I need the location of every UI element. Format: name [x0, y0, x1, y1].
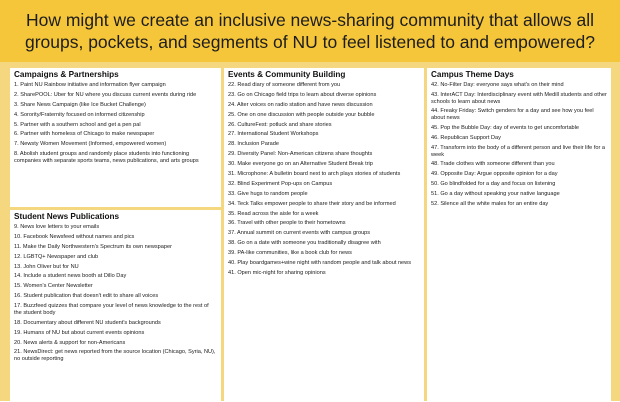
- section-title: Student News Publications: [14, 212, 120, 221]
- theme-days-section: [427, 68, 611, 402]
- list-item: 47. Transform into the body of a different person and live their life for a week: [431, 144, 606, 158]
- list-item: 18. Documentary about different NU student's backgrounds: [14, 319, 161, 326]
- list-item: 52. Silence all the white males for an entire day: [431, 201, 549, 208]
- list-item: 51. Go a day without speaking your native language: [431, 191, 560, 198]
- list-item: 23. Go on Chicago field trips to learn about diverse opinions: [228, 91, 377, 98]
- section-title: Campus Theme Days: [431, 70, 514, 79]
- list-item: 7. Newsty Women Movement (Informed, empowered women): [14, 141, 167, 148]
- list-item: 42. No-Filter Day: everyone says what's on their mind: [431, 82, 564, 88]
- list-item: 5. Partner with a southern school and get a pen pal: [14, 121, 141, 128]
- list-item: 13. John Oliver but for NU: [14, 263, 79, 270]
- list-item: 12. LGBTQ+ Newspaper and club: [14, 253, 99, 260]
- student-publications-section: [10, 210, 221, 402]
- section-title: Events & Community Building: [228, 70, 346, 79]
- list-item: 44. Freaky Friday: Switch genders for a day and see how you feel about news: [431, 108, 594, 122]
- list-item: 20. News alerts & support for non-Americans: [14, 339, 126, 346]
- list-item: 27. International Student Workshops: [228, 131, 319, 138]
- list-item: 1. Paint NU Rainbow initiative and information flyer campaign: [14, 82, 166, 88]
- list-item: 17. Buzzfeed quizzes that compare your level of news knowledge to the rest of the student body: [14, 303, 209, 316]
- list-item: 40. Play boardgames+wine night with random people and talk about news: [228, 260, 412, 267]
- list-item: 21. NewsDirect: get news reported from the source location (Chicago, Syria, NU), no outside reporting: [14, 349, 216, 363]
- list-item: 50. Go blindfolded for a day and focus on listening: [431, 181, 556, 188]
- page-title: How might we create an inclusive news-sharing community that allows all groups, pockets, and segments of NU to feel listened to and empowered?: [24, 10, 596, 52]
- list-item: 39. PA-like communities, like a book club for news: [228, 250, 352, 257]
- list-item: 2. SharePOOL: Uber for NU where you discuss current events during ride: [14, 91, 197, 98]
- list-item: 45. Pop the Bubble Day: day of events to get uncomfortable: [431, 125, 580, 132]
- list-item: 33. Give hugs to random people: [228, 190, 308, 197]
- section-title: Campaigns & Partnerships: [14, 70, 119, 79]
- list-item: 22. Read diary of someone different from you: [228, 82, 341, 88]
- campaigns-section: [10, 68, 221, 207]
- list-item: 14. Include a student news booth at Dillo Day: [14, 273, 127, 280]
- list-item: 49. Opposite Day: Argue opposite opinion for a day: [431, 171, 558, 178]
- list-item: 26. CultureFest: potluck and share stories: [228, 121, 332, 128]
- list-item: 3. Share News Campaign (like Ice Bucket Challenge): [14, 101, 146, 108]
- list-item: 9. News love letters to your emails: [14, 224, 100, 230]
- content-area: [0, 62, 620, 401]
- list-item: 24. Alter voices on radio station and have news discussion: [228, 101, 373, 108]
- list-item: 48. Trade clothes with someone different than you: [431, 161, 555, 168]
- list-item: 10. Facebook Newsfeed without names and pics: [14, 233, 135, 240]
- header-banner: [0, 0, 620, 62]
- list-item: 4. Sorority/Fraternity focused on informed citizenship: [14, 111, 145, 118]
- list-item: 6. Partner with homeless of Chicago to make newspaper: [14, 131, 155, 138]
- list-item: 35. Read across the aisle for a week: [228, 210, 319, 217]
- list-item: 46. Republican Support Day: [431, 134, 501, 141]
- events-list: [228, 82, 420, 277]
- list-item: 32. Blind Experiment Pop-ups on Campus: [228, 180, 333, 187]
- list-item: 36. Travel with other people to their hometowns: [228, 220, 346, 227]
- list-item: 25. One on one discussion with people outside your bubble: [228, 111, 375, 118]
- events-section: [224, 68, 424, 402]
- list-item: 31. Microphone: A bulletin board next to arch plays stories of students: [228, 171, 401, 178]
- list-item: 37. Annual summit on current events with campus groups: [228, 230, 371, 237]
- list-item: 43. InterACT Day: Interdisciplinary event with Medill students and other schools to learn about news: [431, 91, 607, 105]
- list-item: 30. Make everyone go on an Alternative Student Break trip: [228, 161, 373, 168]
- list-item: 38. Go on a date with someone you traditionally disagree with: [228, 240, 381, 247]
- list-item: 19. Humans of NU but about current events opinions: [14, 329, 145, 336]
- list-item: 34. Teck Talks empower people to share their story and be informed: [228, 200, 396, 207]
- list-item: 41. Open mic-night for sharing opinions: [228, 269, 326, 276]
- list-item: 29. Diversity Panel: Non-American citizens share thoughts: [228, 151, 373, 158]
- list-item: 8. Abolish student groups and randomly place students into functioning companies with separate sports teams, news publications, and arts groups: [14, 151, 199, 164]
- list-item: 11. Make the Daily Northwestern's Spectrum its own newspaper: [14, 243, 172, 250]
- list-item: 15. Women's Center Newsletter: [14, 283, 93, 290]
- list-item: 16. Student publication that doesn't edit to share all voices: [14, 293, 159, 300]
- campaigns-list: [14, 82, 217, 165]
- student-publications-list: [14, 224, 217, 363]
- theme-days-list: [431, 82, 607, 208]
- list-item: 28. Inclusion Parade: [228, 141, 279, 148]
